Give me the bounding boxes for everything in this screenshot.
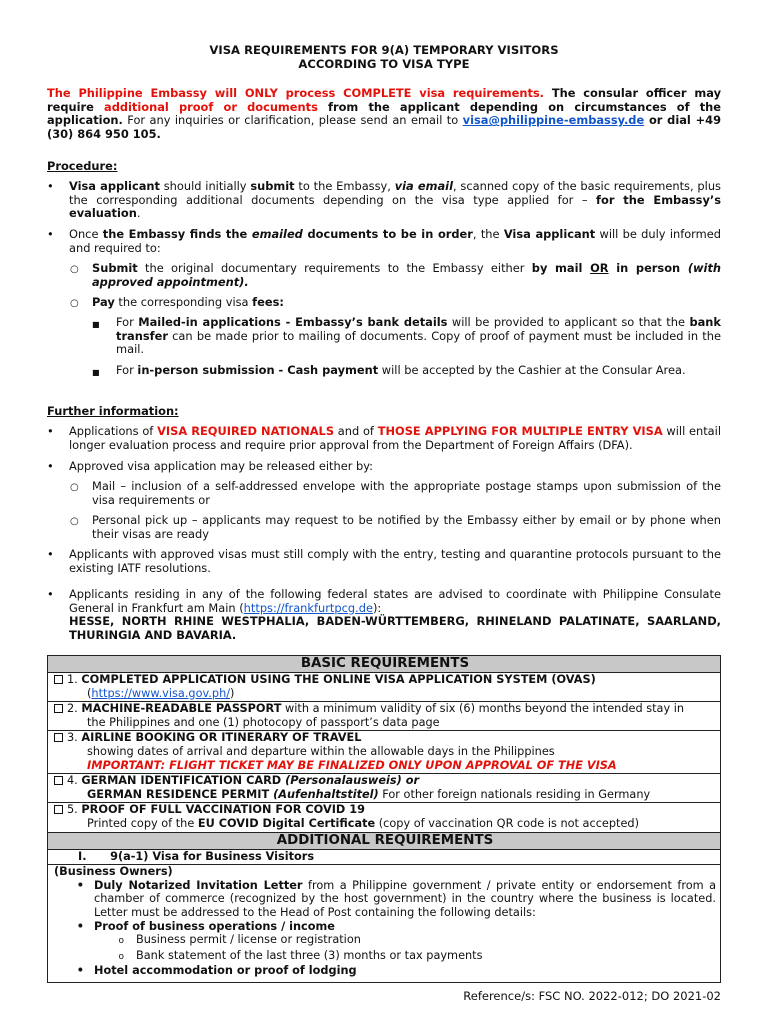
procedure-subitem-submit: Submit the original documentary requirements to the Embassy either by mail OR in person (with approved appointment). bbox=[92, 261, 721, 289]
circle-bullet-icon: o bbox=[118, 936, 124, 947]
email-link[interactable]: visa@philippine-embassy.de bbox=[462, 113, 645, 128]
page-title bbox=[47, 43, 721, 71]
square-bullet-icon: ■ bbox=[92, 368, 100, 377]
square-bullet-icon: ■ bbox=[92, 320, 100, 329]
bullet-icon: • bbox=[76, 919, 84, 933]
further-item-4: Applicants residing in any of the following federal states are advised to coordinate with Philippine Consulate General in Frankfurt am Main (https://frankfurtpcg.de): HESSE, NORTH RHINE WESTPHALIA, BADEN-WÜRTTEMBERG, RHINELAND PALATINATE, SAARLAND, THURINGIA AND BAVARIA. bbox=[69, 587, 721, 642]
requirement-row-4: 4. GERMAN IDENTIFICATION CARD (Personalausweis) or GERMAN RESIDENCE PERMIT (Aufenhaltstitel) For other foreign nationals residing in Germany bbox=[48, 774, 721, 803]
additional-item-3: • Hotel accommodation or proof of lodging bbox=[54, 964, 716, 978]
bullet-icon: • bbox=[76, 964, 84, 978]
basic-requirements-header: BASIC REQUIREMENTS bbox=[48, 656, 721, 673]
title-line-1: VISA REQUIREMENTS FOR 9(A) TEMPORARY VISITORS bbox=[209, 43, 559, 57]
procedure-subitem-pay: Pay the corresponding visa fees: bbox=[92, 295, 284, 309]
payment-mail-in: For Mailed-in applications - Embassy’s bank details will be provided to applicant so that the bank transfer can be made prior to mailing of documents. Copy of proof of payment must be included in the mail. bbox=[116, 315, 721, 357]
circle-bullet-icon: ○ bbox=[70, 298, 79, 309]
additional-item-2: • Proof of business operations / income bbox=[54, 920, 716, 934]
additional-subitem-1: o Business permit / license or registration bbox=[54, 933, 716, 949]
bullet-icon: • bbox=[47, 227, 54, 241]
business-owners-label: (Business Owners) bbox=[54, 865, 173, 879]
release-by-mail: Mail – inclusion of a self-addressed envelope with the appropriate postage stamps upon submission of the visa requirements or bbox=[92, 479, 721, 507]
federal-states-list: HESSE, NORTH RHINE WESTPHALIA, BADEN-WÜRTTEMBERG, RHINELAND PALATINATE, SAARLAND, THURINGIA AND BAVARIA. bbox=[69, 614, 721, 642]
requirement-row-1: 1. COMPLETED APPLICATION USING THE ONLINE VISA APPLICATION SYSTEM (OVAS) (https://www.visa.gov.ph/) bbox=[48, 673, 721, 702]
checkbox-3[interactable] bbox=[54, 733, 63, 742]
intro-notice: The Philippine Embassy will ONLY process COMPLETE visa requirements. bbox=[47, 86, 545, 100]
bullet-icon: • bbox=[47, 587, 54, 601]
phone-number: or dial +49 (30) 864 950 105. bbox=[47, 113, 722, 141]
frankfurt-consulate-link[interactable]: https://frankfurtpcg.de bbox=[243, 600, 373, 615]
requirements-table bbox=[47, 655, 721, 983]
additional-requirements-header: ADDITIONAL REQUIREMENTS bbox=[48, 832, 721, 849]
procedure-item-1: Visa applicant should initially submit to the Embassy, via email, scanned copy of the basic requirements, plus the corresponding additional documents depending on the visa type applied for – for the Embassy’s evaluation. bbox=[69, 179, 721, 221]
bullet-icon: • bbox=[76, 878, 84, 892]
procedure-item-2: Once the Embassy finds the emailed documents to be in order, the Visa applicant will be duly informed and required to: bbox=[69, 227, 721, 255]
circle-bullet-icon: o bbox=[118, 951, 124, 962]
flight-ticket-warning: IMPORTANT: FLIGHT TICKET MAY BE FINALIZED ONLY UPON APPROVAL OF THE VISA bbox=[87, 758, 617, 772]
checkbox-2[interactable] bbox=[54, 704, 63, 713]
further-item-1: Applications of VISA REQUIRED NATIONALS and of THOSE APPLYING FOR MULTIPLE ENTRY VISA will entail longer evaluation process and require prior approval from the Department of Foreign Affairs (DFA). bbox=[69, 424, 721, 452]
checkbox-5[interactable] bbox=[54, 805, 63, 814]
reference-footer: Reference/s: FSC NO. 2022-012; DO 2021-02 bbox=[463, 989, 721, 1003]
checkbox-4[interactable] bbox=[54, 776, 63, 785]
procedure-heading: Procedure: bbox=[47, 159, 118, 173]
title-line-2: ACCORDING TO VISA TYPE bbox=[298, 57, 470, 71]
bullet-icon: • bbox=[47, 459, 54, 473]
circle-bullet-icon: ○ bbox=[70, 264, 79, 275]
circle-bullet-icon: ○ bbox=[70, 482, 79, 493]
requirement-row-2: 2. MACHINE-READABLE PASSPORT with a minimum validity of six (6) months beyond the intended stay in the Philippines and one (1) photocopy of passport’s data page bbox=[48, 702, 721, 731]
bullet-icon: • bbox=[47, 424, 54, 438]
business-visa-section: I. 9(a-1) Visa for Business Visitors bbox=[48, 849, 721, 865]
additional-item-1: • Duly Notarized Invitation Letter from a Philippine government / private entity or endorsement from a chamber of commerce (recognized by the host government) in the country where the business is located. Letter must be addressed to the Head of Post containing the following details: bbox=[54, 879, 716, 920]
bullet-icon: • bbox=[47, 547, 54, 561]
further-info-heading: Further information: bbox=[47, 404, 179, 418]
bullet-icon: • bbox=[47, 179, 54, 193]
circle-bullet-icon: ○ bbox=[70, 516, 79, 527]
business-owners-cell bbox=[48, 865, 721, 983]
intro-paragraph: The Philippine Embassy will ONLY process COMPLETE visa requirements. The consular officer may require additional proof or documents from the applicant depending on circumstances of the application. For any inquiries or clarification, please send an email to visa@philippine-embassy.de or dial +49 (30) 864 950 105. bbox=[47, 86, 722, 141]
additional-subitem-2: o Bank statement of the last three (3) months or tax payments bbox=[54, 949, 716, 965]
checkbox-1[interactable] bbox=[54, 675, 63, 684]
payment-in-person: For in-person submission - Cash payment will be accepted by the Cashier at the Consular Area. bbox=[116, 363, 686, 377]
further-item-2: Approved visa application may be released either by: bbox=[69, 459, 373, 473]
ovas-link[interactable]: https://www.visa.gov.ph/ bbox=[91, 686, 231, 700]
further-item-3: Applicants with approved visas must still comply with the entry, testing and quarantine protocols pursuant to the existing IATF resolutions. bbox=[69, 547, 721, 575]
release-by-pickup: Personal pick up – applicants may request to be notified by the Embassy either by email or by phone when their visas are ready bbox=[92, 513, 721, 541]
requirement-row-3: 3. AIRLINE BOOKING OR ITINERARY OF TRAVEL showing dates of arrival and departure within the allowable days in the Philippines IMPORTANT: FLIGHT TICKET MAY BE FINALIZED ONLY UPON APPROVAL OF THE VISA bbox=[48, 731, 721, 774]
requirement-row-5: 5. PROOF OF FULL VACCINATION FOR COVID 19 Printed copy of the EU COVID Digital Certificate (copy of vaccination QR code is not accepted) bbox=[48, 803, 721, 832]
